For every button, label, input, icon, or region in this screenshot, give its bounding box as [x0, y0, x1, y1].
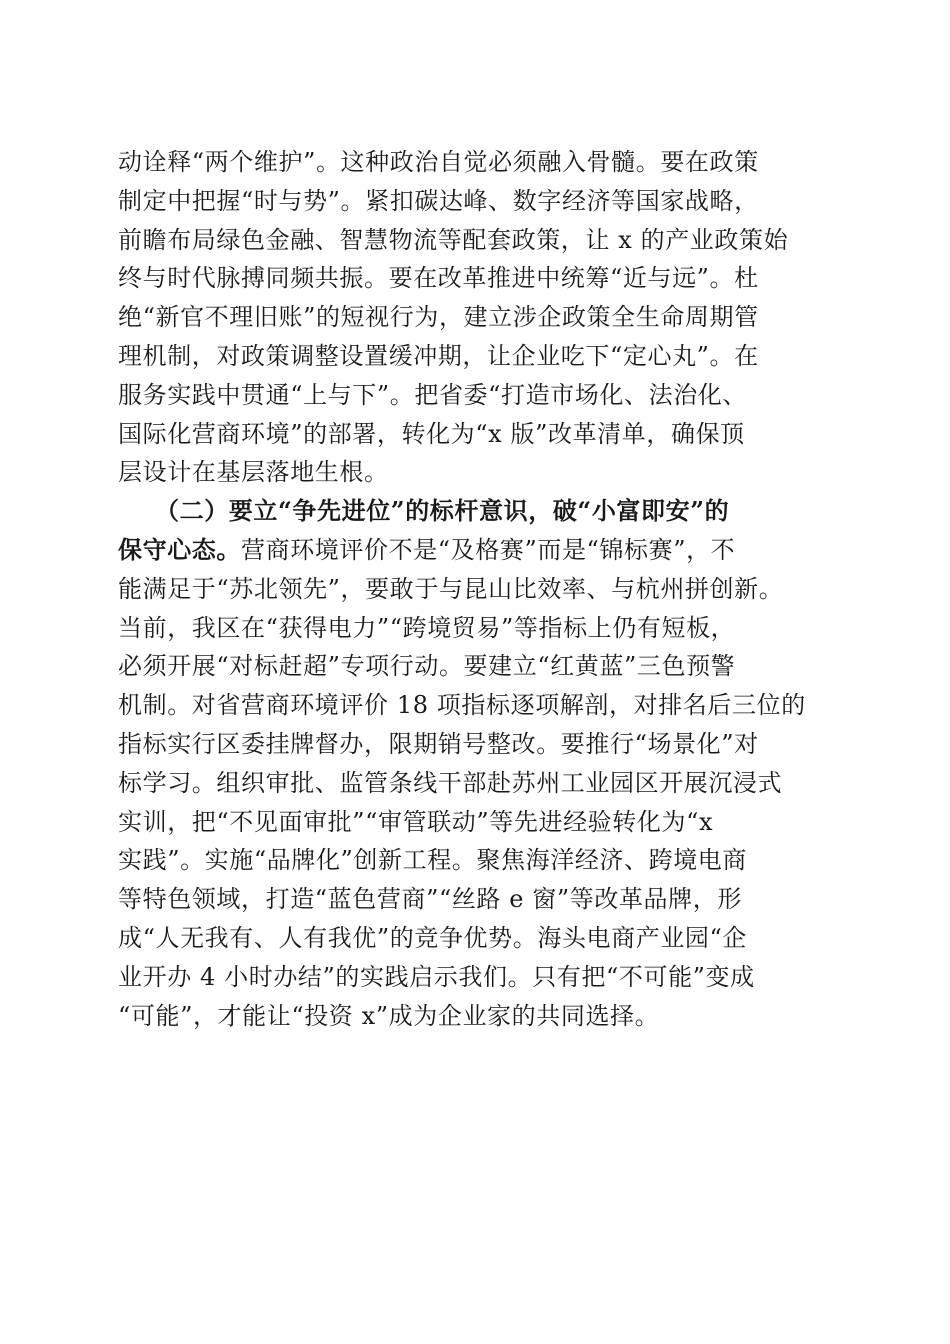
paragraph1-line: 前瞻布局绿色金融、智慧物流等配套政策，让 x 的产业政策始 — [118, 225, 789, 254]
section-heading-line — [118, 492, 830, 531]
paragraph2-line-text: 营商环境评价不是“及格赛”而是“锦标赛”，不 — [241, 535, 736, 564]
section-heading-end: 保守心态。 — [118, 534, 241, 564]
paragraph2-line: 实训，把“不见面审批”“审管联动”等先进经验转化为“x — [118, 807, 714, 836]
paragraph2-line: 必须开展“对标赶超”专项行动。要建立“红黄蓝”三色预警 — [118, 652, 736, 681]
paragraph1-line: 服务实践中贯通“上与下”。把省委“打造市场化、法治化、 — [118, 380, 748, 409]
section-heading: （二）要立“争先进位”的标杆意识，破“小富即安”的 — [155, 496, 730, 526]
paragraph2-line: 机制。对省营商环境评价 18 项指标逐项解剖，对排名后三位的 — [118, 691, 806, 720]
body-text — [118, 143, 830, 1035]
paragraph1-line: 国际化营商环境”的部署，转化为“x 版”改革清单，确保顶 — [118, 419, 745, 448]
paragraph2-line: 标学习。组织审批、监管条线干部赴苏州工业园区开展沉浸式 — [118, 768, 783, 797]
paragraph2-line: “可能”，才能让“投资 x”成为企业家的共同选择。 — [118, 1001, 660, 1030]
paragraph1-line: 理机制，对政策调整设置缓冲期，让企业吃下“定心丸”。在 — [118, 341, 759, 370]
paragraph2-line: 当前，我区在“获得电力”“跨境贸易”等指标上仍有短板， — [118, 613, 736, 642]
paragraph2-line — [118, 531, 830, 570]
paragraph2-line: 等特色领域，打造“蓝色营商”“丝路 e 窗”等改革品牌，形 — [118, 885, 742, 914]
paragraph2-line: 指标实行区委挂牌督办，限期销号整改。要推行“场景化”对 — [118, 729, 759, 758]
paragraph1-line: 动诠释“两个维护”。这种政治自觉必须融入骨髓。要在政策 — [118, 148, 759, 176]
paragraph2-line: 能满足于“苏北领先”，要敢于与昆山比效率、与杭州拼创新。 — [118, 574, 784, 603]
paragraph1-line: 绝“新官不理旧账”的短视行为，建立涉企政策全生命周期管 — [118, 303, 759, 332]
paragraph2-line: 成“人无我有、人有我优”的竞争优势。海头电商产业园“企 — [118, 923, 748, 952]
paragraph2-line: 业开办 4 小时办结”的实践启示我们。只有把“不可能”变成 — [118, 962, 755, 991]
paragraph1-line: 层设计在基层落地生根。 — [118, 458, 389, 487]
paragraph1-line: 制定中把握“时与势”。紧扣碳达峰、数字经济等国家战略， — [118, 186, 759, 215]
paragraph2-line: 实践”。实施“品牌化”创新工程。聚焦海洋经济、跨境电商 — [118, 846, 748, 875]
paragraph1-line: 终与时代脉搏同频共振。要在改革推进中统筹“近与远”。杜 — [118, 264, 759, 293]
